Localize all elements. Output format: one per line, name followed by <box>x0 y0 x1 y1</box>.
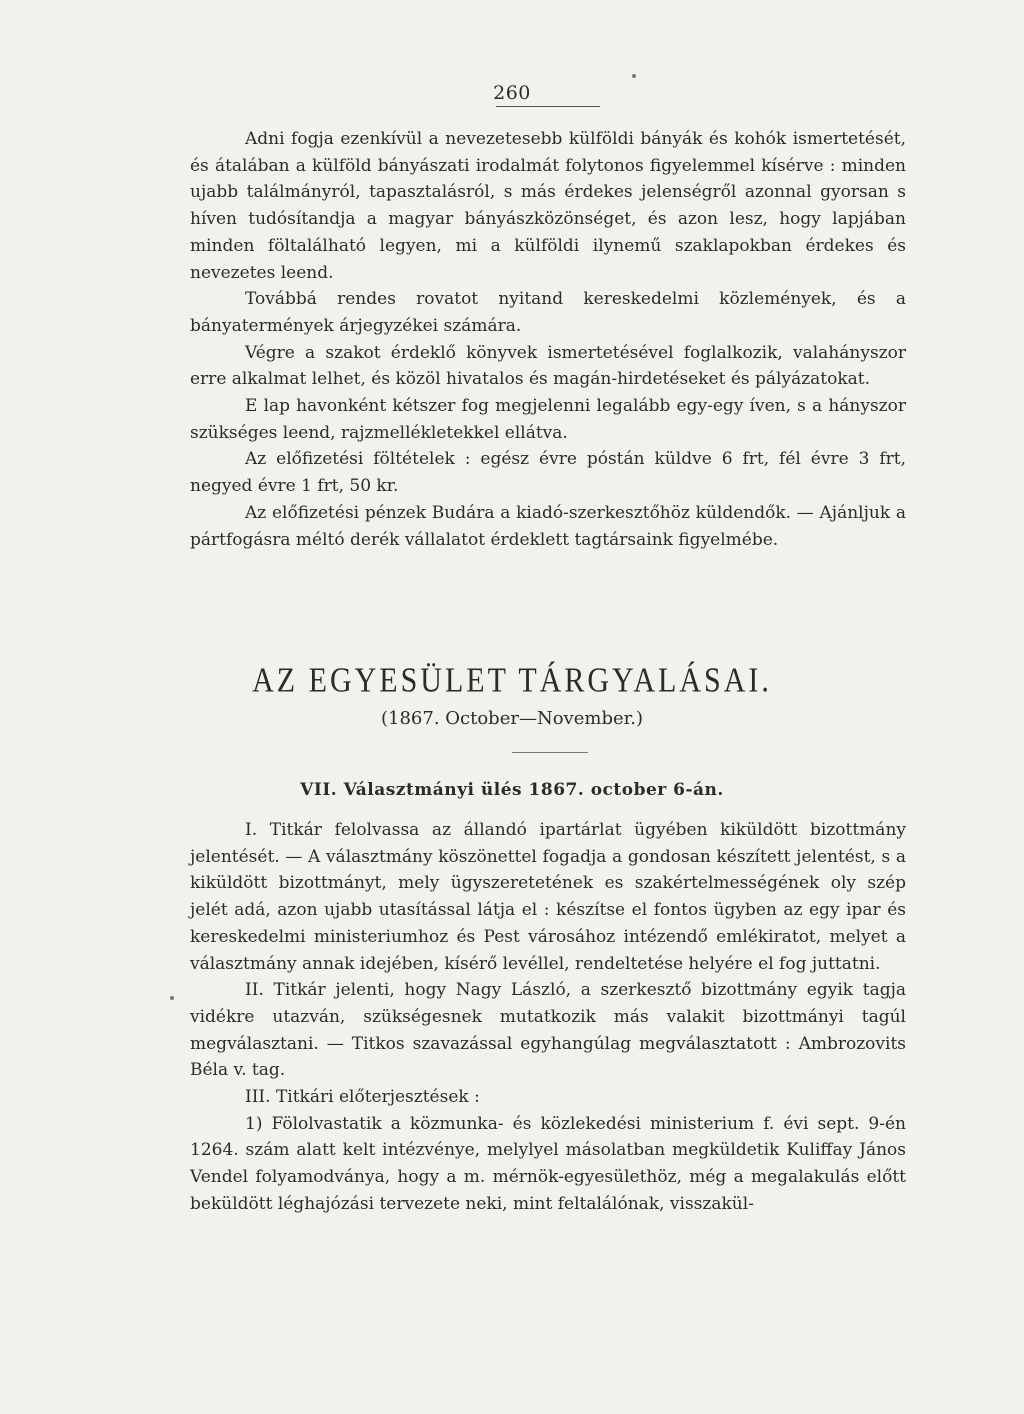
minutes-paragraph: I. Titkár felolvassa az állandó ipartárlat ügyében kiküldött bizottmány jelentését. — A választmány köszönettel fogadja a gondosan készített jelentést, s a kiküldött bizottmányt, mely ügyszeretetének es szakértelmességének oly szép jelét adá, azon ujabb utasítással látja el : készítse el fontos ügyben az egy ipar és kereskedelmi ministeriumhoz és Pest városához intézendő emlékiratot, melyet a választmány annak idejében, kísérő levéllel, rendeltetése helyére el fog juttatni. <box>190 820 906 974</box>
header-rule <box>496 106 600 107</box>
intro-text <box>190 126 906 553</box>
minutes-paragraph: 1) Fölolvastatik a közmunka- és közlekedési ministerium f. évi sept. 9-én 1264. szám alatt kelt intézvénye, melylyel másolatban megküldetik Kuliffay János Vendel folyamodványa, hogy a m. mérnök-egyesülethöz, még a megalakulás előtt beküldött léghajózási tervezete neki, mint feltalálónak, visszakül- <box>190 1113 906 1214</box>
meeting-heading: VII. Választmányi ülés 1867. october 6-án. <box>300 780 724 800</box>
intro-paragraph: Az előfizetési pénzek Budára a kiadó-szerkesztőhöz küldendők. — Ajánljuk a pártfogásra méltó derék vállalatot érdeklett tagtársaink figyelmébe. <box>190 502 906 550</box>
section-rule <box>512 752 588 753</box>
intro-paragraph: E lap havonként kétszer fog megjelenni legalább egy-egy íven, s a hányszor szükséges leend, rajzmellékletekkel ellátva. <box>190 396 906 443</box>
intro-paragraph: Adni fogja ezenkívül a nevezetesebb külföldi bányák és kohók ismertetését, és átalában a külföld bányászati irodalmát folytonos figyelemmel kísérve : minden ujabb találmányról, tapasztalásról, s más érdekes jelenségről azonnal gyorsan s híven tudósítandja a magyar bányászközönséget, és azon lesz, hogy lapjában minden föltalálható legyen, mi a külföldi ilynemű szaklapokban érdekes és nevezetes leend. <box>190 129 906 283</box>
minutes-paragraph: II. Titkár jelenti, hogy Nagy László, a szerkesztő bizottmány egyik tagja vidékre utazván, szükségesnek mutatkozik más valakit bizottmányi tagúl megválasztani. — Titkos szavazással egyhangúlag megválasztatott : Ambrozovits Béla v. tag. <box>190 980 906 1081</box>
scan-speck <box>632 74 636 78</box>
intro-paragraph: Továbbá rendes rovatot nyitand kereskedelmi közlemények, és a bányatermények árjegyzékei számára. <box>190 289 906 336</box>
page-number: 260 <box>493 82 531 104</box>
intro-paragraph: Az előfizetési föltételek : egész évre póstán küldve 6 frt, fél évre 3 frt, negyed évre 1 frt, 50 kr. <box>190 449 906 497</box>
section-title: AZ EGYESÜLET TÁRGYALÁSAI. <box>252 661 772 700</box>
minutes-paragraph: III. Titkári előterjesztések : <box>245 1087 480 1108</box>
intro-paragraph: Végre a szakot érdeklő könyvek ismertetésével foglalkozik, valahányszor erre alkalmat lelhet, és közöl hivatalos és magán-hirdetéseket és pályázatokat. <box>190 342 906 390</box>
section-subtitle: (1867. October—November.) <box>381 708 643 729</box>
minutes-text <box>190 817 906 1218</box>
scan-speck <box>170 996 174 1000</box>
